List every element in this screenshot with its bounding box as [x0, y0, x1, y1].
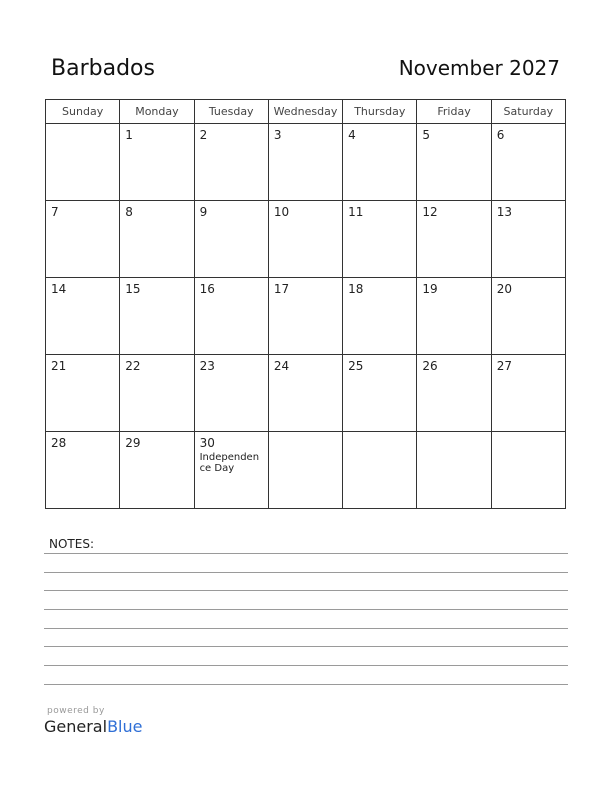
- day-cell: [343, 355, 417, 432]
- day-cell: [46, 432, 120, 509]
- day-number: 17: [273, 282, 290, 296]
- day-number: 27: [496, 359, 512, 373]
- day-cell: [46, 355, 120, 432]
- day-number: 1: [125, 128, 133, 142]
- day-number: 13: [496, 205, 512, 219]
- day-number: 25: [348, 359, 364, 373]
- day-cell: [46, 278, 120, 355]
- day-number: 14: [51, 282, 67, 296]
- weekday-header: Saturday: [491, 100, 565, 124]
- brand-name-blue: Blue: [107, 717, 143, 736]
- day-cell: [194, 124, 268, 201]
- day-number: 6: [496, 128, 505, 142]
- weekday-header: Sunday: [46, 100, 120, 124]
- calendar-country-title: Barbados: [51, 56, 155, 81]
- day-cell: [120, 201, 194, 278]
- day-number: 7: [51, 205, 59, 219]
- day-number: 28: [51, 436, 67, 450]
- day-cell: [417, 278, 491, 355]
- day-cell: [343, 278, 417, 355]
- day-cell: [194, 201, 268, 278]
- day-number: 19: [422, 282, 438, 296]
- day-cell: [491, 124, 565, 201]
- notes-line: [44, 590, 568, 591]
- brand-name: [44, 717, 142, 736]
- day-cell: [194, 278, 268, 355]
- weekday-header: Friday: [417, 100, 491, 124]
- day-cell: [46, 124, 120, 201]
- day-number: 20: [496, 282, 512, 296]
- week-row: [46, 124, 566, 201]
- day-cell: [343, 432, 417, 509]
- day-number: 4: [348, 128, 356, 142]
- day-cell: [268, 432, 342, 509]
- day-cell: [268, 355, 342, 432]
- day-number: 22: [125, 359, 141, 373]
- powered-by-text: powered by: [47, 706, 105, 716]
- day-cell: [343, 124, 417, 201]
- notes-line: [44, 553, 568, 554]
- notes-line: [44, 646, 568, 647]
- day-number: 24: [273, 359, 290, 373]
- day-number: 23: [199, 359, 215, 373]
- day-cell: [491, 432, 565, 509]
- notes-line: [44, 609, 568, 610]
- day-cell: [120, 432, 194, 509]
- day-number: 5: [422, 128, 431, 142]
- day-cell: [491, 201, 565, 278]
- day-cell: [268, 201, 342, 278]
- day-cell: [491, 278, 565, 355]
- day-cell: [46, 201, 120, 278]
- day-number: 29: [125, 436, 141, 450]
- day-number: 30: [199, 436, 215, 450]
- week-row: [46, 432, 566, 509]
- day-cell: [417, 124, 491, 201]
- day-cell: [120, 124, 194, 201]
- calendar-month-title: November 2027: [398, 56, 560, 80]
- notes-line: [44, 628, 568, 629]
- weekday-header: Thursday: [343, 100, 417, 124]
- day-number: 10: [273, 205, 290, 219]
- week-row: [46, 201, 566, 278]
- day-number: 21: [51, 359, 67, 373]
- notes-label: NOTES:: [49, 537, 94, 551]
- weekday-header: Tuesday: [194, 100, 268, 124]
- notes-line: [44, 684, 568, 685]
- day-cell: [120, 278, 194, 355]
- day-cell: [417, 201, 491, 278]
- weekday-header: Wednesday: [268, 100, 342, 124]
- notes-line: [44, 665, 568, 666]
- day-number: 12: [422, 205, 438, 219]
- calendar-grid: [45, 99, 566, 509]
- day-number: 2: [199, 128, 208, 142]
- day-number: 8: [125, 205, 133, 219]
- day-cell: [194, 432, 268, 509]
- day-cell: [491, 355, 565, 432]
- day-number: 26: [422, 359, 438, 373]
- day-number: 11: [348, 205, 364, 219]
- brand-name-general: General: [44, 717, 108, 736]
- holiday-label: Independence Day: [199, 452, 260, 474]
- day-number: 15: [125, 282, 141, 296]
- day-cell: [343, 201, 417, 278]
- day-cell: [120, 355, 194, 432]
- week-row: [46, 278, 566, 355]
- day-number: 16: [199, 282, 215, 296]
- day-cell: [194, 355, 268, 432]
- day-cell: [268, 278, 342, 355]
- day-number: 9: [199, 205, 208, 219]
- weekday-header-row: [46, 100, 566, 124]
- day-number: 18: [348, 282, 364, 296]
- day-cell: [268, 124, 342, 201]
- notes-line: [44, 572, 568, 573]
- day-cell: [417, 432, 491, 509]
- day-number: 3: [273, 128, 282, 142]
- weekday-header: Monday: [120, 100, 194, 124]
- brand-logo: [44, 706, 142, 736]
- week-row: [46, 355, 566, 432]
- day-cell: [417, 355, 491, 432]
